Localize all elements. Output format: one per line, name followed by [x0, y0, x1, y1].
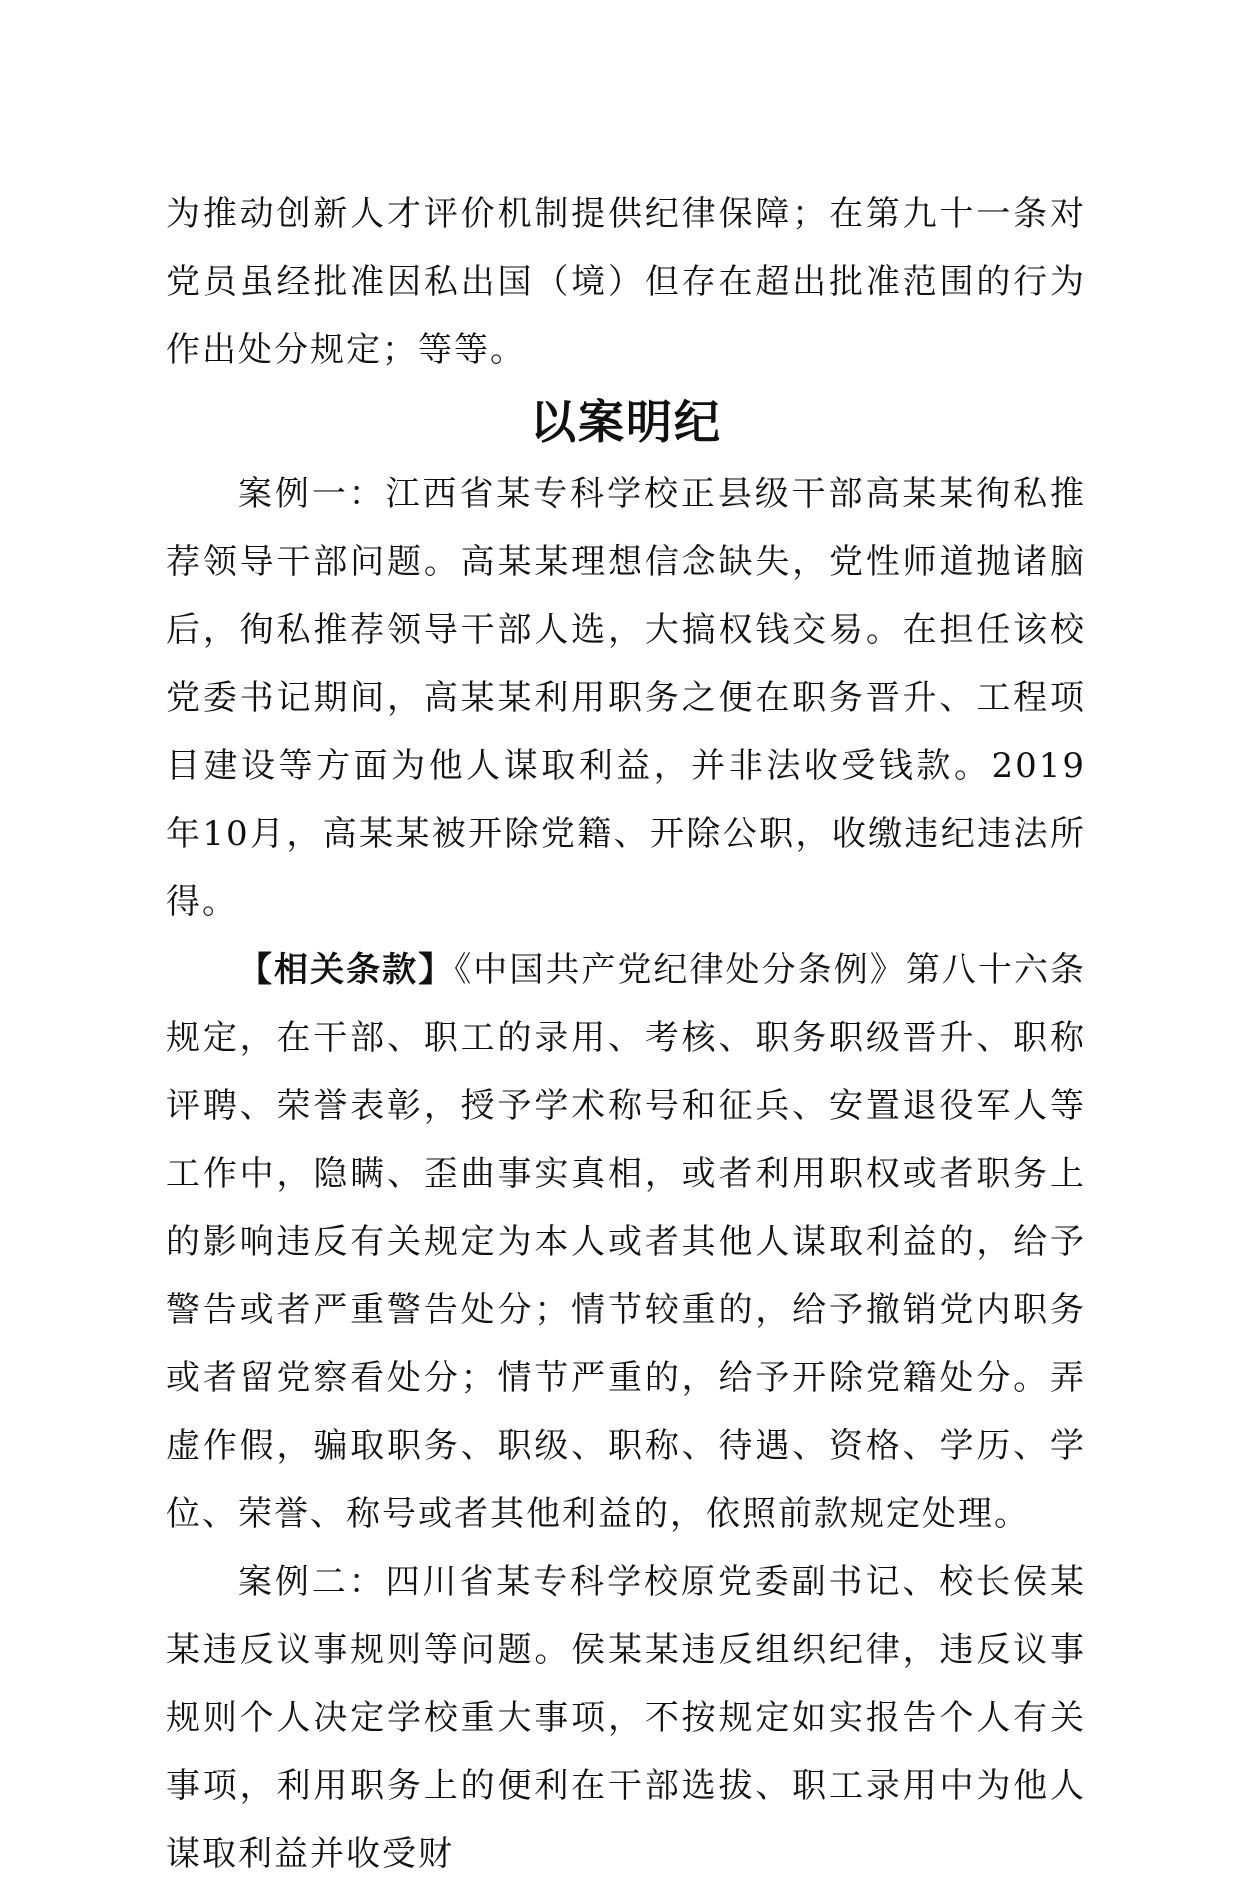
related-clause-label: 【相关条款】: [238, 950, 455, 990]
section-title: 以案明纪: [530, 395, 722, 449]
intro-paragraph: 为推动创新人才评价机制提供纪律保障；在第九十一条对党员虽经批准因私出国（境）但存在超出批准范围的行为作出处分规定；等等。: [166, 194, 1086, 370]
related-clause-paragraph: [166, 936, 1086, 1548]
related-clause-text: 《中国共产党纪律处分条例》第八十六条规定，在干部、职工的录用、考核、职务职级晋升、职称评聘、荣誉表彰，授予学术称号和征兵、安置退役军人等工作中，隐瞒、歪曲事实真相，或者利用职权或者职务上的影响违反有关规定为本人或者其他人谋取利益的，给予警告或者严重警告处分；情节较重的，给予撤销党内职务或者留党察看处分；情节严重的，给予开除党籍处分。弄虚作假，骗取职务、职级、职称、待遇、资格、学历、学位、荣誉、称号或者其他利益的，依照前款规定处理。: [166, 950, 1087, 1534]
case-two-paragraph: 案例二：四川省某专科学校原党委副书记、校长侯某某违反议事规则等问题。侯某某违反组织纪律，违反议事规则个人决定学校重大事项，不按规定如实报告个人有关事项，利用职务上的便利在干部选拔、职工录用中为他人谋取利益并收受财: [166, 1562, 1086, 1874]
case-one-paragraph: 案例一：江西省某专科学校正县级干部高某某徇私推荐领导干部问题。高某某理想信念缺失，党性师道抛诸脑后，徇私推荐领导干部人选，大搞权钱交易。在担任该校党委书记期间，高某某利用职务之便在职务晋升、工程项目建设等方面为他人谋取利益，并非法收受钱款。2019年10月，高某某被开除党籍、开除公职，收缴违纪违法所得。: [166, 474, 1086, 922]
document-body: [166, 180, 1086, 1888]
